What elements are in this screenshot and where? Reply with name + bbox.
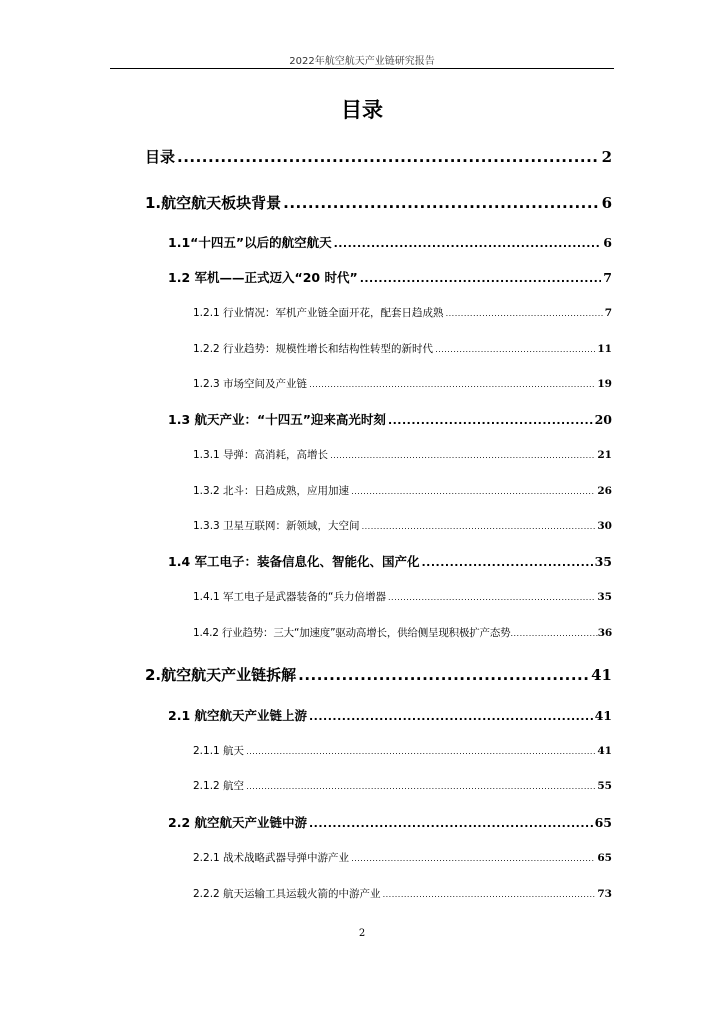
toc-entry-label: 1.2.3 市场空间及产业链 (193, 378, 308, 390)
toc-entry-label: 1.4.1 军工电子是武器装备的“兵力倍增器 (193, 591, 386, 603)
toc-entry-label: 1.航空航天板块背景 (145, 194, 282, 212)
toc-entry-label: 1.2.2 行业趋势：规模性增长和结构性转型的新时代 (193, 343, 434, 355)
toc-entry-page: 19 (597, 378, 612, 390)
toc-entry-page: 6 (603, 235, 612, 250)
dot-leader (246, 747, 595, 756)
toc-entry-label: 2.2 航空航天产业链中游 (168, 815, 307, 830)
toc-entry-label: 目录 (145, 148, 176, 166)
toc-entry-label: 1.3.3 卫星互联网：新领域，大空间 (193, 520, 360, 532)
toc-entry[interactable] (193, 483, 612, 498)
toc-entry-page: 2 (601, 148, 612, 166)
toc-entry[interactable] (168, 813, 612, 831)
toc-entry-label: 2.1 航空航天产业链上游 (168, 708, 307, 723)
toc-entry-label: 2.1.2 航空 (193, 780, 245, 792)
dot-leader (383, 890, 596, 899)
dot-leader (330, 451, 595, 460)
toc-entry[interactable] (168, 410, 612, 428)
dot-leader (362, 522, 596, 531)
toc-entry-label: 1.1“十四五”以后的航空航天 (168, 235, 332, 250)
toc-entry-label: 1.3 航天产业：“十四五”迎来高光时刻 (168, 412, 386, 427)
toc-entry[interactable] (193, 341, 612, 356)
toc-entry-label: 1.4.2 行业趋势：三大“加速度”驱动高增长，供给侧呈现积极扩产态势 (193, 627, 511, 639)
running-header: 2022年航空航天产业链研究报告 (289, 56, 435, 67)
toc-entry[interactable] (193, 850, 612, 865)
toc-entry-page: 21 (597, 449, 612, 461)
toc-entry[interactable] (168, 268, 612, 286)
toc-entry-page: 7 (604, 307, 612, 319)
dot-leader (309, 380, 595, 389)
dot-leader (351, 854, 595, 863)
toc-entry[interactable] (168, 706, 612, 724)
dot-leader (446, 309, 603, 318)
toc-entry[interactable] (145, 664, 612, 685)
dot-leader (510, 629, 597, 638)
page-number: 2 (358, 928, 366, 939)
toc-entry[interactable] (193, 305, 612, 320)
toc-entry-label: 1.3.1 导弹：高消耗，高增长 (193, 449, 329, 461)
toc-entry-page: 36 (597, 627, 612, 639)
toc-entry-page: 6 (601, 194, 612, 212)
dot-leader (360, 272, 602, 285)
toc-entry-label: 2.2.2 航天运输工具运载火箭的中游产业 (193, 888, 381, 900)
dot-leader (334, 237, 602, 250)
toc-entry-label: 1.3.2 北斗：日趋成熟，应用加速 (193, 485, 350, 497)
toc-title: 目录 (341, 98, 383, 122)
dot-leader (246, 782, 595, 791)
dot-leader (309, 710, 593, 723)
toc-entry[interactable] (145, 192, 612, 213)
toc-entry-page: 30 (597, 520, 612, 532)
toc-entry-page: 41 (594, 708, 612, 723)
dot-leader (422, 556, 593, 569)
toc-entry-label: 1.4 军工电子：装备信息化、智能化、国产化 (168, 554, 420, 569)
dot-leader (283, 194, 599, 212)
toc-entry-label: 1.2.1 行业情况：军机产业链全面开花，配套日趋成熟 (193, 307, 444, 319)
toc-entry[interactable] (168, 233, 612, 251)
toc-entry-page: 11 (597, 343, 612, 355)
dot-leader (388, 593, 595, 602)
toc-entry-page: 26 (597, 485, 612, 497)
toc-entry-page: 65 (594, 815, 612, 830)
dot-leader (309, 817, 593, 830)
toc-entry[interactable] (193, 518, 612, 533)
toc-entry[interactable] (193, 447, 612, 462)
toc-entry-label: 1.2 军机——正式迈入“20 时代” (168, 270, 358, 285)
toc-entry[interactable] (168, 552, 612, 570)
dot-leader (298, 666, 589, 684)
toc-entry[interactable] (193, 625, 612, 640)
toc-entry[interactable] (145, 146, 612, 167)
toc-entry[interactable] (193, 743, 612, 758)
toc-entry[interactable] (193, 886, 612, 901)
toc-entry-page: 35 (597, 591, 612, 603)
toc-entry[interactable] (193, 589, 612, 604)
toc-entry-label: 2.航空航天产业链拆解 (145, 666, 297, 684)
toc-entry[interactable] (193, 376, 612, 391)
toc-entry-page: 7 (603, 270, 612, 285)
dot-leader (388, 414, 593, 427)
dot-leader (351, 487, 595, 496)
dot-leader (177, 148, 600, 166)
toc-entry-page: 65 (597, 852, 612, 864)
toc-entry-page: 35 (594, 554, 612, 569)
dot-leader (435, 345, 595, 354)
toc-entry[interactable] (193, 778, 612, 793)
toc-entry-page: 73 (597, 888, 612, 900)
toc-entry-label: 2.1.1 航天 (193, 745, 245, 757)
toc-entry-page: 20 (594, 412, 612, 427)
toc-entry-page: 55 (597, 780, 612, 792)
toc-entry-label: 2.2.1 战术战略武器导弹中游产业 (193, 852, 350, 864)
toc-entry-page: 41 (597, 745, 612, 757)
toc-entry-page: 41 (591, 666, 612, 684)
